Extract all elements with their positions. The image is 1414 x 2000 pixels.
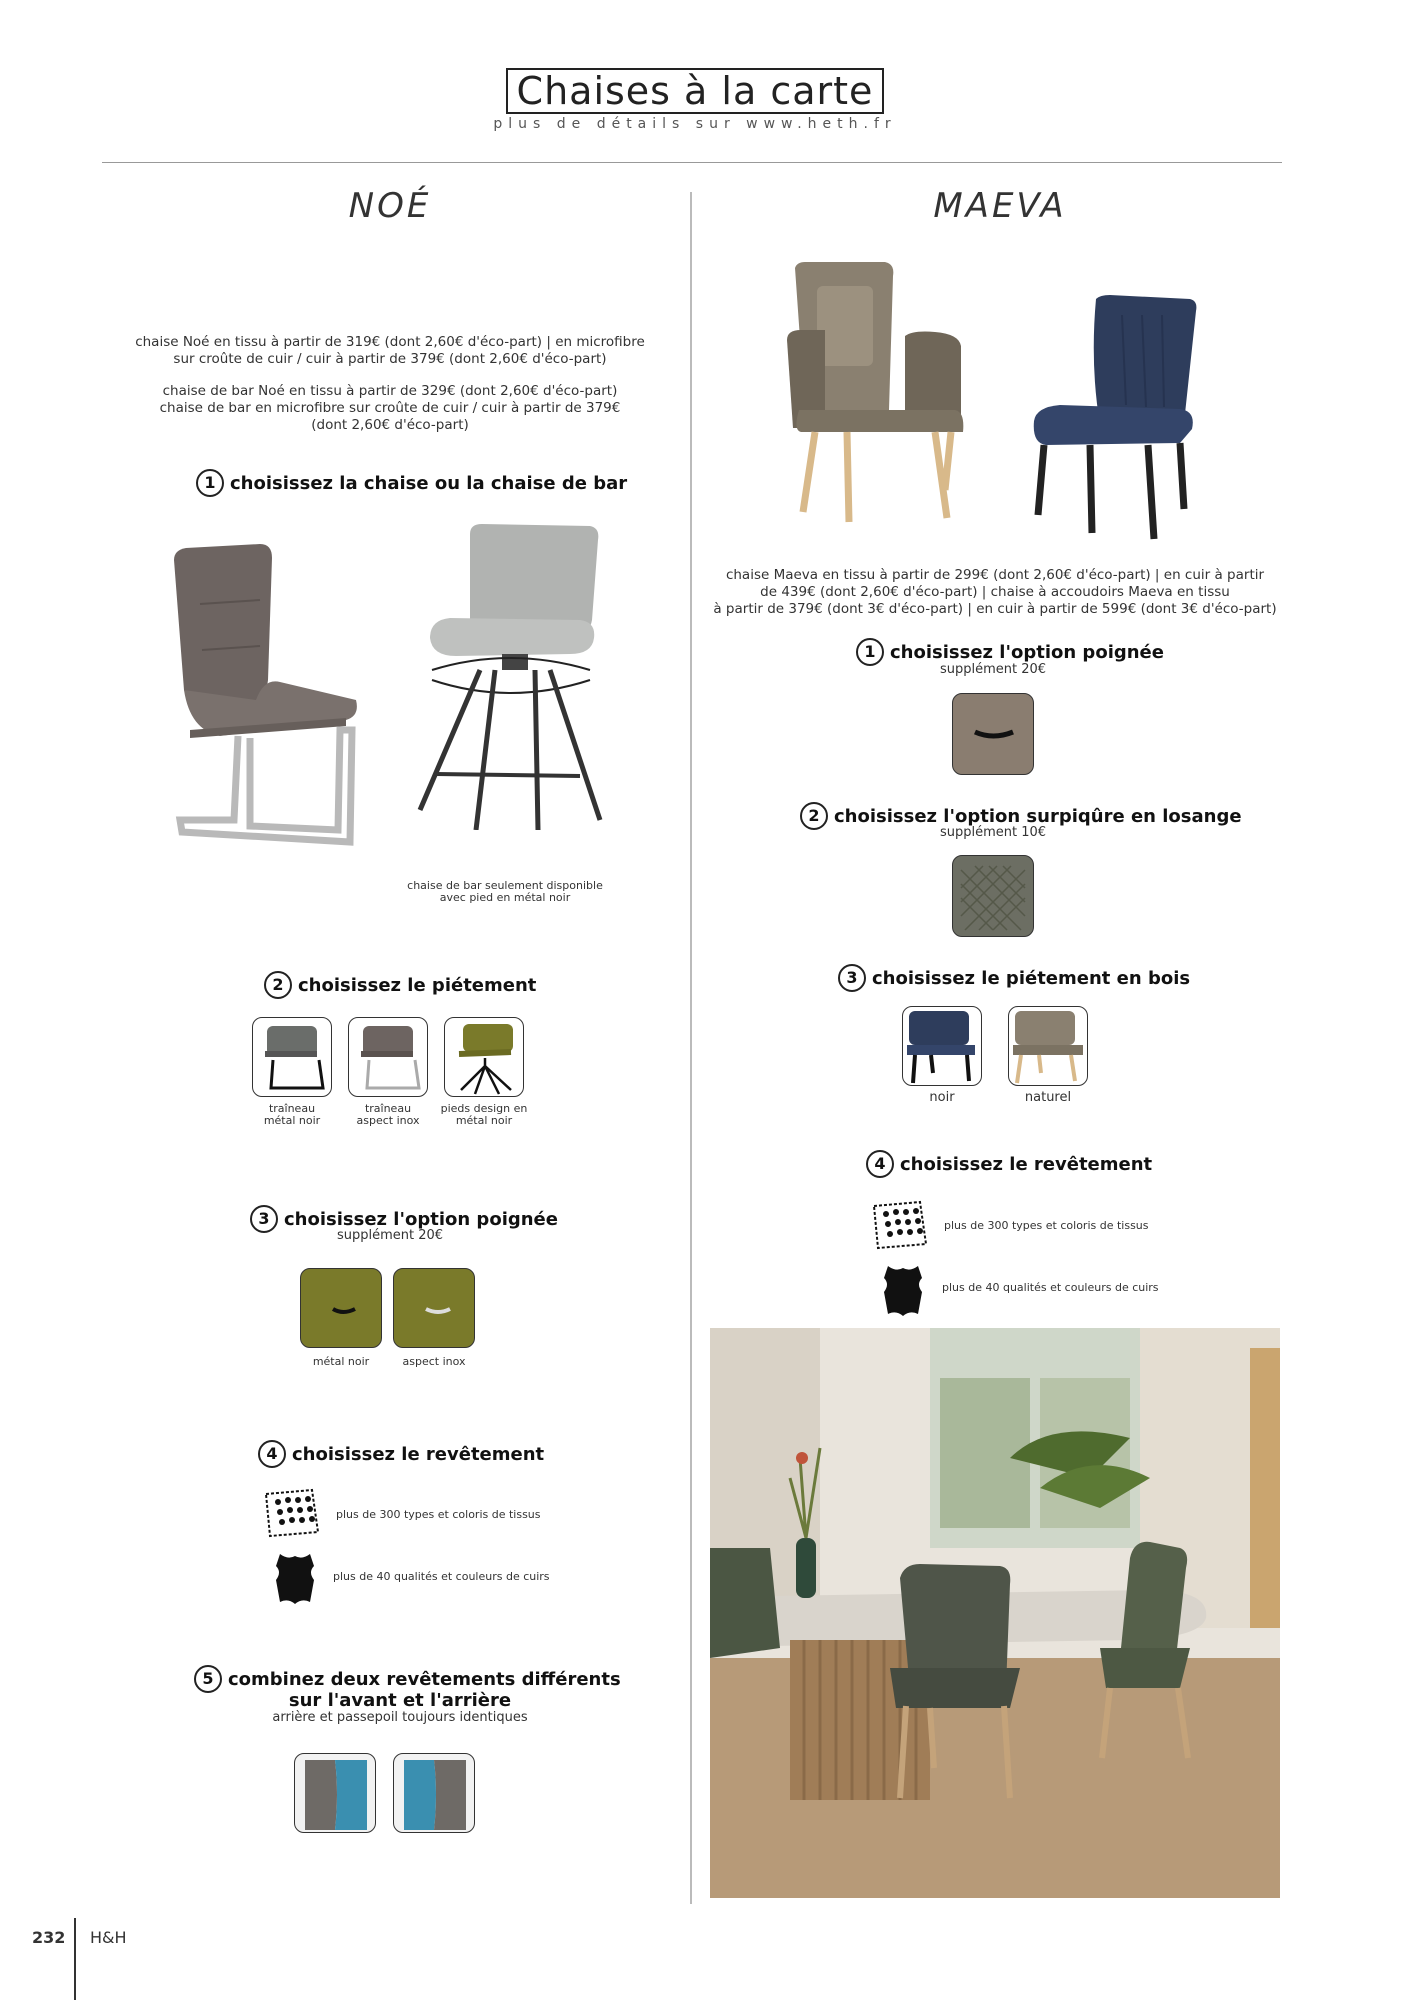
step-number: 2 (264, 971, 292, 999)
noe-bar-stool-image (410, 520, 610, 830)
step-label: choisissez le piétement en bois (872, 967, 1191, 989)
step-number: 4 (258, 1440, 286, 1468)
noe-bar-price-text: chaise de bar Noé en tissu à partir de 329€ (dont 2,60€ d'éco-part) chaise de bar en microfibre sur croûte de cuir / cuir à partir de 379€ (dont 2,60€ d'éco-part) (159, 383, 621, 433)
maeva-chair-image (1030, 295, 1200, 545)
step-label: choisissez l'option poignée (284, 1208, 558, 1230)
step-number: 1 (196, 469, 224, 497)
step-number: 1 (856, 638, 884, 666)
handle-option-black[interactable] (300, 1268, 382, 1348)
handle-label-2: aspect inox (402, 1355, 466, 1368)
step-label: combinez deux revêtements différents (228, 1668, 621, 1690)
maeva-stitch-supplement: supplément 10€ (939, 825, 1047, 840)
column-divider (690, 192, 692, 1904)
step-label: choisissez l'option surpiqûre en losange (834, 805, 1242, 827)
step-label: choisissez l'option poignée (890, 641, 1164, 663)
step-label: choisissez le revêtement (900, 1153, 1153, 1175)
page-title: Chaises à la carte (506, 68, 884, 114)
noe-step-5 (194, 1665, 621, 1693)
bar-stool-note: chaise de bar seulement disponible avec pied en métal noir (407, 879, 603, 904)
maeva-price-text: chaise Maeva en tissu à partir de 299€ (dont 2,60€ d'éco-part) | en cuir à partir de 439€ (dont 2,60€ d'éco-part) | chaise à accoudoirs Maeva en tissu à partir de 379€ (dont 3€ d'éco-part) | en cuir à partir de 599€ (dont 3€ d'éco-part) (713, 567, 1277, 617)
header-divider (102, 162, 1282, 163)
base-option-sled-black[interactable] (252, 1017, 332, 1097)
step-number: 2 (800, 802, 828, 830)
dining-room-photo (710, 1328, 1280, 1898)
noe-price-text: chaise Noé en tissu à partir de 319€ (dont 2,60€ d'éco-part) | en microfibre sur croûte de cuir / cuir à partir de 379€ (dont 2,60€ d'éco-part) (135, 334, 645, 367)
noe-fabric-text: plus de 300 types et coloris de tissus (336, 1508, 541, 1521)
step-label: choisissez la chaise ou la chaise de bar (230, 472, 628, 494)
base-label-1: traîneau métal noir (263, 1102, 321, 1127)
two-tone-option-1[interactable] (294, 1753, 376, 1833)
maeva-handle-supplement: supplément 20€ (939, 662, 1047, 677)
two-tone-option-2[interactable] (393, 1753, 475, 1833)
noe-leather-text: plus de 40 qualités et couleurs de cuirs (333, 1570, 550, 1583)
maeva-diamond-stitch-option[interactable] (952, 855, 1034, 937)
noe-handle-supplement: supplément 20€ (336, 1228, 444, 1243)
noe-step-4 (258, 1440, 544, 1468)
step-label: choisissez le piétement (298, 974, 537, 996)
maeva-armchair-image (785, 260, 975, 530)
fabric-icon (262, 1488, 322, 1538)
wood-label-1: noir (929, 1090, 955, 1105)
maeva-title: MAEVA (933, 186, 1067, 226)
step-number: 4 (866, 1150, 894, 1178)
base-option-sled-inox[interactable] (348, 1017, 428, 1097)
page-number: 232 (32, 1928, 66, 1947)
base-label-3: pieds design en métal noir (440, 1102, 528, 1127)
leather-icon (270, 1550, 320, 1608)
leather-icon (878, 1262, 928, 1320)
noe-step-5-label-2: sur l'avant et l'arrière (288, 1690, 512, 1711)
maeva-step-4 (866, 1150, 1152, 1178)
base-label-2: traîneau aspect inox (356, 1102, 420, 1127)
noe-step-2 (264, 971, 536, 999)
wood-label-2: naturel (1024, 1090, 1072, 1105)
maeva-leather-text: plus de 40 qualités et couleurs de cuirs (942, 1281, 1159, 1294)
step-number: 5 (194, 1665, 222, 1693)
footer-divider (74, 1918, 76, 2000)
brand-name: H&H (90, 1928, 127, 1947)
website-subtitle: plus de détails sur www.heth.fr (493, 116, 897, 132)
fabric-icon (870, 1200, 930, 1250)
base-option-design-black[interactable] (444, 1017, 524, 1097)
maeva-handle-option[interactable] (952, 693, 1034, 775)
noe-title: NOÉ (348, 186, 432, 226)
step-number: 3 (250, 1205, 278, 1233)
noe-step-1 (196, 469, 627, 497)
handle-label-1: métal noir (312, 1355, 370, 1368)
step-number: 3 (838, 964, 866, 992)
maeva-step-3 (838, 964, 1190, 992)
noe-step-5-note: arrière et passepoil toujours identiques (272, 1710, 528, 1725)
handle-option-inox[interactable] (393, 1268, 475, 1348)
wood-option-black[interactable] (902, 1006, 982, 1086)
noe-chair-image (160, 540, 370, 880)
wood-option-natural[interactable] (1008, 1006, 1088, 1086)
step-label: choisissez le revêtement (292, 1443, 545, 1465)
maeva-fabric-text: plus de 300 types et coloris de tissus (944, 1219, 1149, 1232)
